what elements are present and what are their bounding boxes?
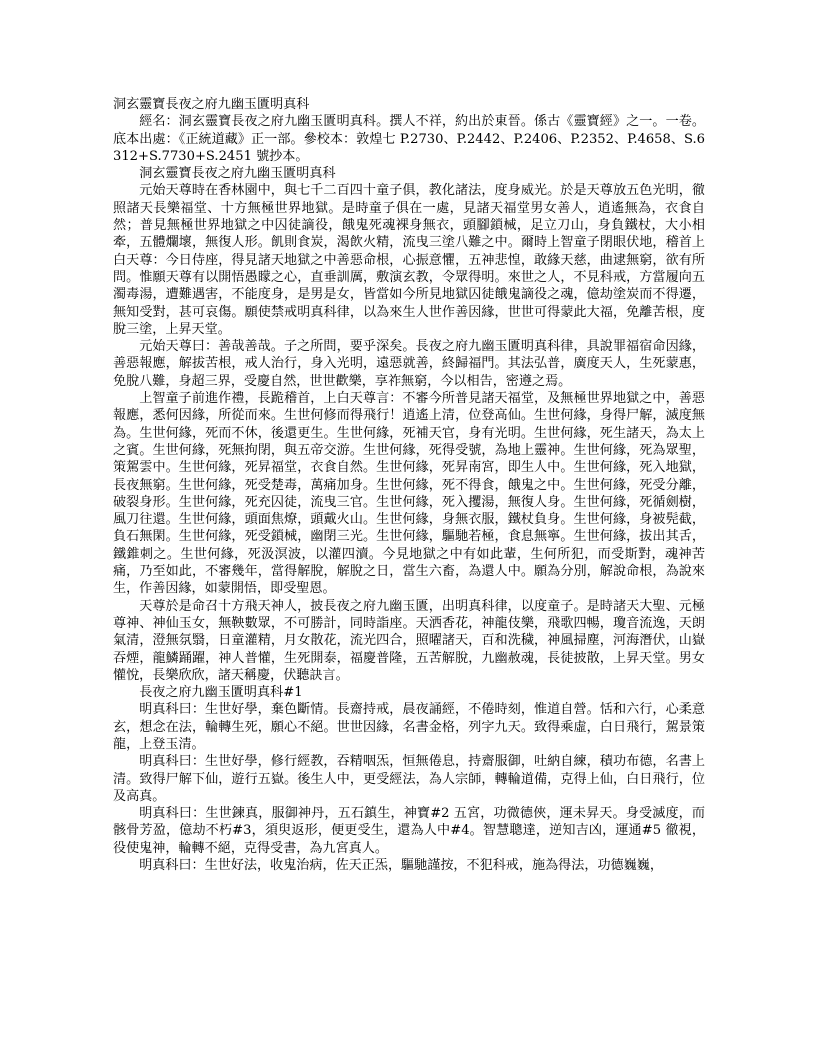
mingzhenke-item-1: 明真科曰：生世好學，棄色斷情。長齋持戒，晨夜誦經，不倦時刻，惟道自營。恬和六行，心柔意玄，想念在法，輪轉生死，願心不絕。世世因緣，名書金格，列字九天。致得乘虛，白日飛行，駕景策龍，上登玉清。 [113,702,705,752]
bibliographic-note: 經名：洞玄靈寶長夜之府九幽玉匱明真科。撰人不祥，約出於東晉。係古《靈寶經》之一。一卷。底本出處：《正統道藏》正一部。參校本：敦煌七 P.2730、P.2442、P.2406、P.2352、P.4658、S.6312+S.7730+S.2451 號抄本。 [113,114,705,164]
section-heading-mingzhenke: 長夜之府九幽玉匱明真科#1 [139,685,303,701]
paragraph-summoning-flying-immortals: 天尊於是命召十方飛天神人，披長夜之府九幽玉匱，出明真科律，以度童子。是時諸天大聖、元極尊神、神仙玉女，無鞅數眾，不可勝計，同時詣座。天洒香花，神龍伎樂，飛歌四暢，瓊音流逸，天朗氣清，澄無氛翳，日童灌精，月女散花，流光四合，照曜諸天，百和洗穢，神風掃塵，河海潛伏，山嶽吞煙，龍鱗踊躍，神人普懽，生死開泰，福慶普隆，五苦解脫，九幽赦魂，長徒披散，上昇天堂。男女懽悅，長樂欣欣，諸天稱慶，伏聽訣言。 [113,598,705,683]
mingzhenke-item-3: 明真科曰：生世鍊真，服御神丹，五石鎮生，神寶#2 五宮，功微德俠，運未昇天。身受滅度，而骸骨芳盈，億劫不朽#3，須臾返形，便更受生，還為人中#4。智慧聰達，逆知吉凶，運通#5 徹視，役使鬼神，輪轉不絕，克得受書，為九宮真人。 [113,806,705,856]
paragraph-shengshi-hexuan-litany: 上智童子前進作禮，長跪稽首，上白天尊言：不審今所普見諸天福堂，及無極世界地獄之中，善惡報應，悉何因緣，所從而來。生世何修而得飛行！逍遙上清，位登高仙。生世何緣，身得尸解，滅度無為。生世何緣，死而不休，後還更生。生世何緣，死補天官，身有光明。生世何緣，死生諸天，為太上之賓。生世何緣，死無拘閉，與五帝交游。生世何緣，死得受號，為地上靈神。生世何緣，死為眾聖，策駕雲中。生世何緣，死昇福堂，衣食自然。生世何緣，死昇南宮，即生人中。生世何緣，死入地獄，長夜無窮。生世何緣，死受楚毒，萬痛加身。生世何緣，死不得食，餓鬼之中。生世何緣，死受分離，破裂身形。生世何緣，死充囚徒，流曳三官。生世何緣，死入攫湯，無復人身。生世何緣，死循劍樹，風刀往還。生世何緣，頭面焦燎，頭戴火山。生世何緣，身無衣服，鐵杖負身。生世何緣，身被髡截，負石無閑。生世何緣，死受鎖械，幽閉三光。生世何緣，驅馳若極，食息無寧。生世何緣，拔出其舌，鐵錐刺之。生世何緣，死汲溟波，以灌四瀆。今見地獄之中有如此輩，生何所犯，而受斯對，魂神苦痛，乃至如此，不審幾年，當得解脫，解脫之日，當生六畜，為還人中。願為分別，解說命根，為說來生，作善因緣，如蒙開悟，即受聖恩。 [113,391,705,597]
document-title: 洞玄靈寶長夜之府九幽玉匱明真科 [113,97,310,112]
document-text-body [113,96,705,874]
mingzhenke-item-2: 明真科曰：生世好學，修行經教，吞精咽炁，恒無倦息，持齋服御，吐納自練，積功布德，名書上清。致得尸解下仙，遊行五嶽。後生人中，更受經法，為人宗師，轉輪道備，克得上仙，白日飛行，位及高真。 [113,754,705,804]
mingzhenke-item-4: 明真科曰：生世好法，收鬼治病，佐天正炁，驅馳謹按，不犯科戒，施為得法，功德巍巍， [139,858,663,874]
scripture-title-heading: 洞玄靈寶長夜之府九幽玉匱明真科 [139,166,336,182]
paragraph-tianzun-reply: 元始天尊曰：善哉善哉。子之所問，要乎深矣。長夜之府九幽玉匱明真科律，具說罪福宿命因緣，善惡報應，解拔苦根，戒人治行，身入光明，遠惡就善，終歸福門。其法弘普，廣度天人，生死蒙惠，免脫八難，身超三界，受慶自然，世世歡樂，享祚無窮，今以相告，密遵之焉。 [113,339,705,389]
paragraph-opening-assembly: 元始天尊時在香林園中，與七千二百四十童子俱，教化諸法，度身威光。於是天尊放五色光明，徹照諸天長樂福堂、十方無極世界地獄。是時童子俱在一處，見諸天福堂男女善人，逍遙無為，衣食自然；普見無極世界地獄之中囚徒謫役，餓鬼死魂裸身無衣，頭腳鎖械，足立刀山，身負鐵杖，大小相牽，五體爛壞，無復人形。飢則食炭，渴飲火精，流曳三塗八難之中。爾時上智童子閉眼伏地，稽首上白天尊：今日侍座，得見諸天地獄之中善惡命根，心振意懼，五神悲惶，敢緣天慈，曲逮無窮，欲有所問。惟願天尊有以開悟愚矇之心，直垂訓厲，敷演玄教，令眾得明。來世之人，不見科戒，方當履向五濁毒湯，遭難遇害，不能度身，是男是女，皆當如今所見地獄囚徒餓鬼謫役之魂，億劫塗炭而不得遷，無知受對，甚可哀傷。願使禁戒明真科律，以為來生人世作善因緣，世世可得蒙此大福，免離苦根，度脫三塗，上昇天堂。 [113,183,705,337]
